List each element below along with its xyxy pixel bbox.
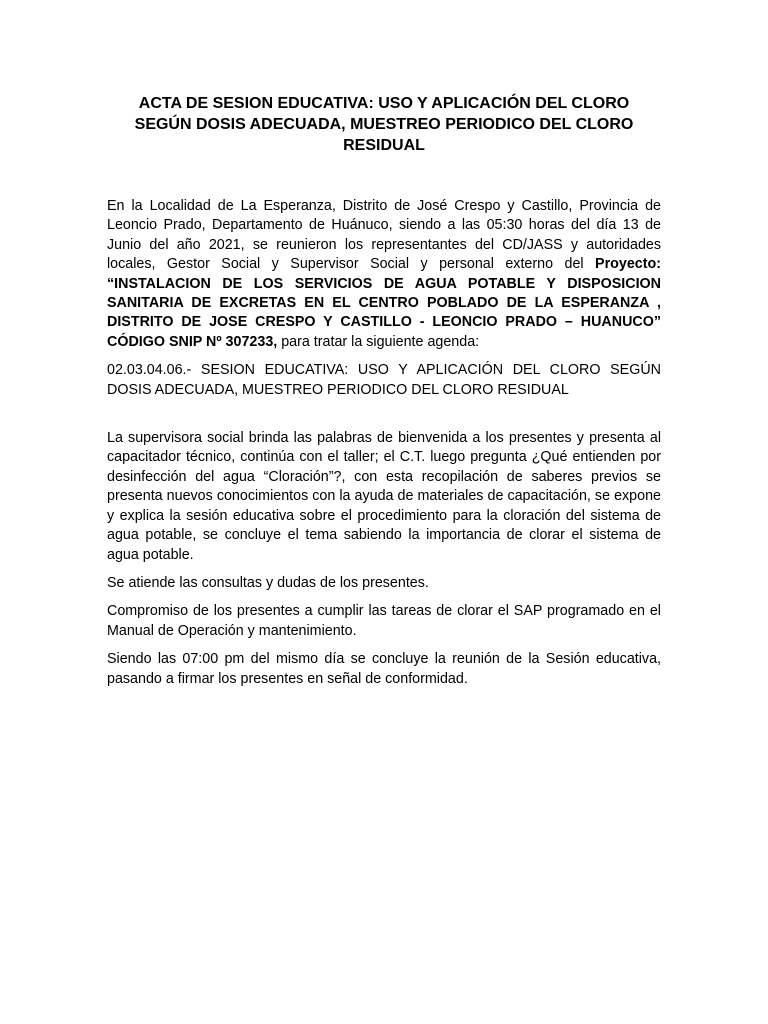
closing-paragraph: Siendo las 07:00 pm del mismo día se concluye la reunión de la Sesión educativa, pasando a firmar los presentes en señal de conformidad. bbox=[107, 651, 661, 687]
intro-text-start: En la Localidad de La Esperanza, Distrito de José Crespo y Castillo, Provincia de Leoncio Prado, Departamento de Huánuco, siendo a las 05:30 horas del día 13 de Junio del año 2021, se reunieron los representantes del CD/JASS y autoridades locales, Gestor Social y Supervisor Social y personal externo del bbox=[107, 198, 661, 273]
intro-text-end: para tratar la siguiente agenda: bbox=[277, 333, 480, 350]
intro-paragraph bbox=[107, 197, 661, 352]
commitment-paragraph: Compromiso de los presentes a cumplir las tareas de clorar el SAP programado en el Manual de Operación y mantenimiento. bbox=[107, 603, 661, 639]
questions-paragraph: Se atiende las consultas y dudas de los presentes. bbox=[107, 574, 429, 591]
session-description-paragraph: La supervisora social brinda las palabras de bienvenida a los presentes y presenta al capacitador técnico, continúa con el taller; el C.T. luego pregunta ¿Qué entienden por desinfección del agua “Cloración”?, con esta recopilación de saberes previos se presenta nuevos conocimientos con la ayuda de materiales de capacitación, se expone y explica la sesión educativa sobre el procedimiento para la cloración del sistema de agua potable, se concluye el tema sabiendo la importancia de clorar el sistema de agua potable. bbox=[107, 430, 661, 563]
document-title: ACTA DE SESION EDUCATIVA: USO Y APLICACIÓN DEL CLORO SEGÚN DOSIS ADECUADA, MUESTREO PERIODICO DEL CLORO RESIDUAL bbox=[134, 95, 634, 154]
document-page bbox=[107, 93, 661, 689]
project-name: Proyecto: “INSTALACION DE LOS SERVICIOS DE AGUA POTABLE Y DISPOSICION SANITARIA DE EXCRETAS EN EL CENTRO POBLADO DE LA ESPERANZA , DISTRITO DE JOSE CRESPO Y CASTILLO - LEONCIO PRADO – HUANUCO” CÓDIGO SNIP Nº 307233, bbox=[107, 256, 661, 350]
agenda-item: 02.03.04.06.- SESION EDUCATIVA: USO Y APLICACIÓN DEL CLORO SEGÚN DOSIS ADECUADA, MUESTREO PERIODICO DEL CLORO RESIDUAL bbox=[107, 362, 661, 398]
